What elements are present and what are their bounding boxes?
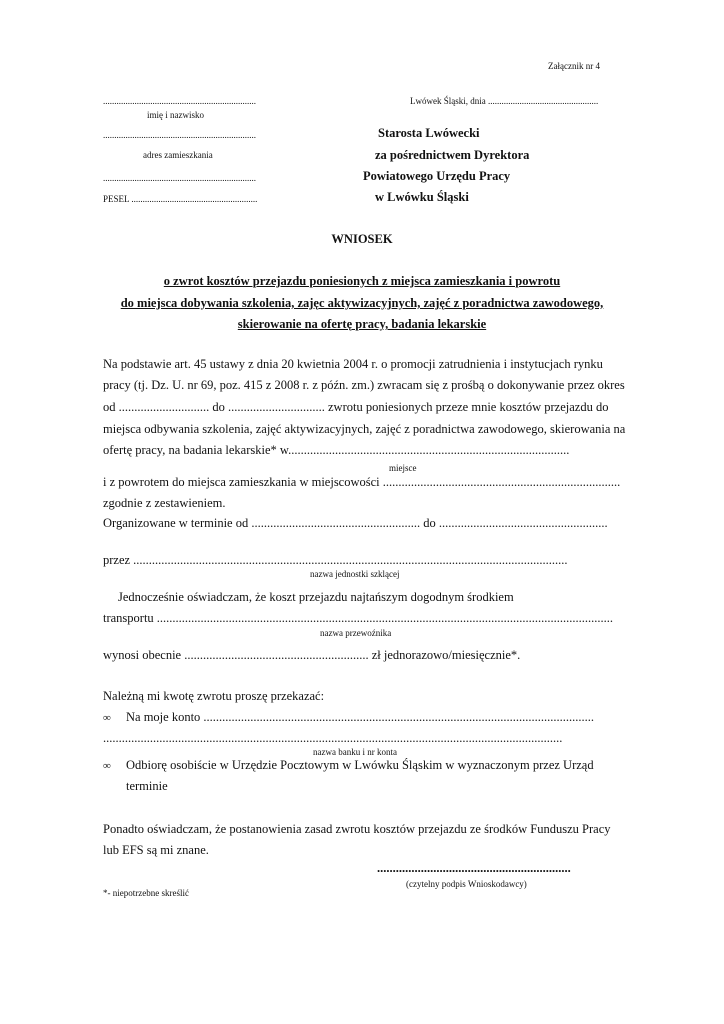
option-post-office: Odbiorę osobiście w Urzędzie Pocztowym w Lwówku Śląskim w wyznaczonym przez Urząd: [126, 758, 594, 772]
carrier-caption: nazwa przewoźnika: [320, 628, 392, 638]
annex-label: Załącznik nr 4: [548, 61, 600, 71]
body-line: Należną mi kwotę zwrotu proszę przekazać:: [103, 689, 325, 703]
recipient-line-2: za pośrednictwem Dyrektora: [375, 148, 530, 162]
body-line: terminie: [126, 779, 168, 793]
body-line: Ponadto oświadczam, że postanowienia zasad zwrotu kosztów przejazdu ze środków Funduszu Pracy: [103, 822, 611, 836]
option-bank-account: Na moje konto .............................................................................................................................: [126, 710, 595, 724]
footnote: *- niepotrzebne skreślić: [103, 888, 189, 898]
body-line: lub EFS są mi znane.: [103, 843, 209, 857]
body-line: Jednocześnie oświadczam, że koszt przejazdu najtańszym dogodnym środkiem: [118, 590, 514, 604]
name-line: ....................................................................: [103, 96, 256, 106]
body-line: przez ...........................................................................................................................................: [103, 553, 568, 567]
infinity-bullet-icon: ∞: [103, 760, 111, 772]
recipient-line-3: Powiatowego Urzędu Pracy: [363, 169, 511, 183]
pesel-field: PESEL ........................................................: [103, 194, 258, 204]
body-line: i z powrotem do miejsca zamieszkania w miejscowości ............................................................................: [103, 475, 621, 489]
bank-caption: nazwa banku i nr konta: [313, 747, 397, 757]
body-line: pracy (tj. Dz. U. nr 69, poz. 415 z 2008 r. z późn. zm.) zwracam się z prośbą o dokonywanie przez okres: [103, 378, 625, 392]
body-line: od ............................. do ............................... zwrotu poniesionych przeze mnie kosztów przejazdu do: [103, 400, 609, 414]
subtitle-line-3: skierowanie na ofertę pracy, badania lekarskie: [237, 317, 487, 331]
place-caption: miejsce: [389, 463, 417, 473]
address-caption: adres zamieszkania: [143, 150, 213, 160]
signature-line: ..............................................................: [377, 861, 571, 875]
infinity-bullet-icon: ∞: [103, 712, 111, 724]
page-title: WNIOSEK: [331, 232, 393, 246]
recipient-line-1: Starosta Lwówecki: [378, 126, 480, 140]
body-line: ofertę pracy, na badania lekarskie* w..........................................................................................: [103, 443, 570, 457]
subtitle-line-1: o zwrot kosztów przejazdu poniesionych z miejsca zamieszkania i powrotu: [163, 274, 561, 288]
body-line: transportu ..................................................................................................................................................: [103, 611, 614, 625]
body-line: Organizowane w terminie od ...................................................... do ......................................................: [103, 516, 608, 530]
subtitle-line-2: do miejsca dobywania szkolenia, zajęc aktywizacyjnych, zajęć z poradnictwa zawodowego,: [120, 296, 604, 310]
name-caption: imię i nazwisko: [147, 110, 204, 120]
recipient-line-4: w Lwówku Śląski: [375, 190, 469, 204]
address-line-1: ....................................................................: [103, 130, 256, 140]
body-line: zgodnie z zestawieniem.: [103, 496, 226, 510]
body-line: miejsca odbywania szkolenia, zajęć aktywizacyjnych, zajęć z poradnictwa zawodowego, skierowania na: [103, 422, 626, 436]
place-date: Lwówek Śląski, dnia .................................................: [410, 96, 599, 106]
body-line: ...................................................................................................................................................: [103, 731, 563, 745]
address-line-2: ....................................................................: [103, 173, 256, 183]
body-line: wynosi obecnie ........................................................... zł jednorazowo/miesięcznie*.: [103, 648, 521, 662]
unit-caption: nazwa jednostki szklącej: [310, 569, 400, 579]
signature-caption: (czytelny podpis Wnioskodawcy): [406, 879, 527, 889]
body-line: Na podstawie art. 45 ustawy z dnia 20 kwietnia 2004 r. o promocji zatrudnienia i instytucjach rynku: [103, 357, 603, 371]
